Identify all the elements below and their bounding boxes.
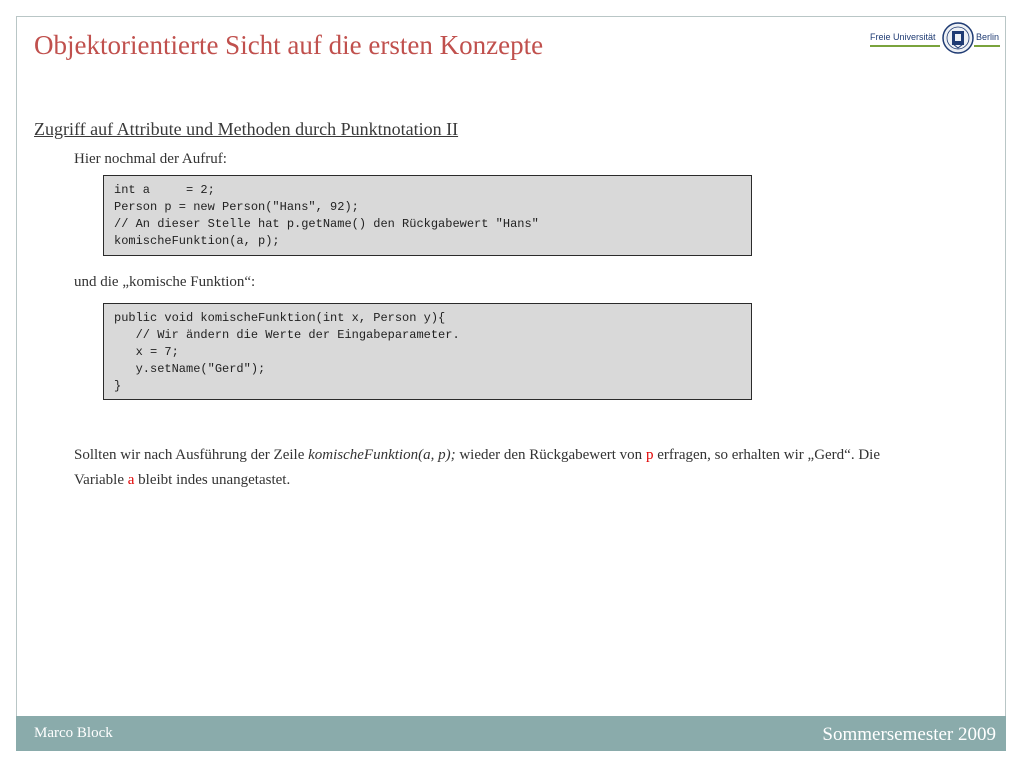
code-line: public void komischeFunktion(int x, Person y){ xyxy=(114,311,446,325)
footer-bar xyxy=(16,716,1006,751)
paragraph-text: bleibt indes unangetastet. xyxy=(134,472,291,488)
university-logo xyxy=(870,22,1000,56)
intro-text-call: Hier nochmal der Aufruf: xyxy=(74,151,227,167)
logo-line-left xyxy=(870,45,940,47)
intro-text-function: und die „komische Funktion“: xyxy=(74,274,256,290)
code-line: x = 7; xyxy=(114,345,179,359)
code-line: int a = 2; xyxy=(114,183,215,197)
code-line: Person p = new Person("Hans", 92); xyxy=(114,200,359,214)
code-line: // An dieser Stelle hat p.getName() den Rückgabewert "Hans" xyxy=(114,217,539,231)
logo-line-right xyxy=(974,45,1000,47)
fu-berlin-seal-icon xyxy=(942,22,974,54)
code-line: // Wir ändern die Werte der Eingabeparameter. xyxy=(114,328,460,342)
footer-author: Marco Block xyxy=(34,725,113,741)
footer-semester: Sommersemester 2009 xyxy=(822,724,996,745)
code-line: } xyxy=(114,379,122,393)
paragraph-text: wieder den Rückgabewert von xyxy=(455,447,646,463)
code-line: komischeFunktion(a, p); xyxy=(114,234,280,248)
slide-title: Objektorientierte Sicht auf die ersten Konzepte xyxy=(34,30,544,60)
code-block-call xyxy=(103,175,752,256)
highlight-variable-p: p xyxy=(645,447,654,463)
code-block-function xyxy=(103,303,752,400)
code-line: y.setName("Gerd"); xyxy=(114,362,266,376)
paragraph-text: Sollten wir nach Ausführung der Zeile xyxy=(74,447,309,463)
section-subheading: Zugriff auf Attribute und Methoden durch Punktnotation II xyxy=(34,119,459,139)
logo-right-text: Berlin xyxy=(976,32,1000,42)
paragraph-code-italic: komischeFunktion(a, p); xyxy=(308,447,456,463)
logo-left-text: Freie Universität xyxy=(870,32,936,42)
paragraph-text: erfragen, so erhalten wir „Gerd“. Die Variable xyxy=(74,447,880,488)
explanation-paragraph xyxy=(74,443,924,493)
highlight-variable-a: a xyxy=(127,472,135,488)
